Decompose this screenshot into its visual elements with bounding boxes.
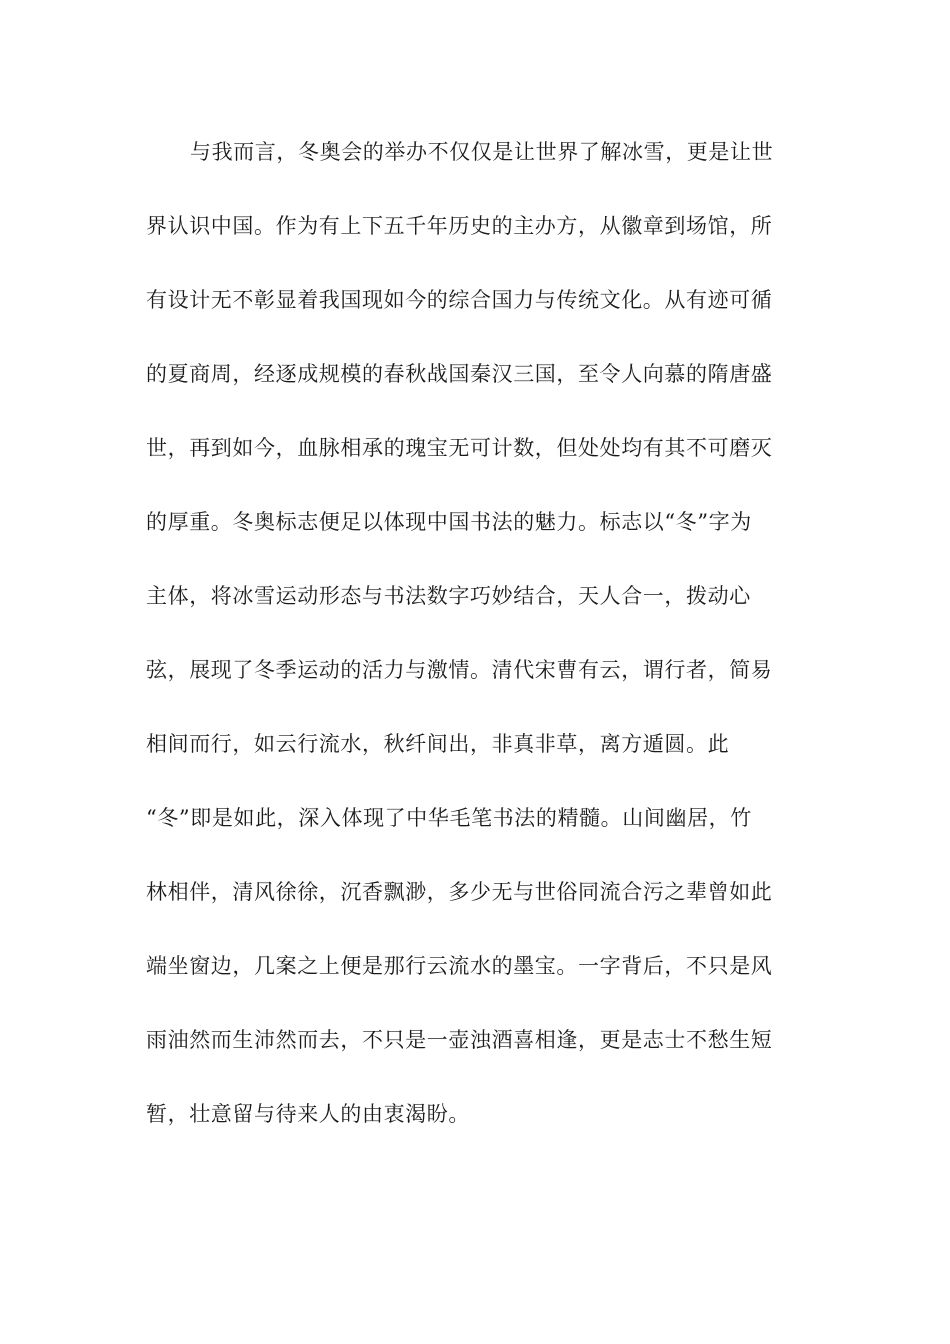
paragraph-line: 世，再到如今，血脉相承的瑰宝无可计数，但处处均有其不可磨灭 <box>146 436 773 460</box>
paragraph-line: 界认识中国。作为有上下五千年历史的主办方，从徽章到场馆，所 <box>146 214 773 238</box>
paragraph-line: 雨油然而生沛然而去，不只是一壶浊酒喜相逢，更是志士不愁生短 <box>146 1028 773 1052</box>
paragraph-line: 与我而言，冬奥会的举办不仅仅是让世界了解冰雪，更是让世 <box>190 140 774 164</box>
paragraph-line: 端坐窗边，几案之上便是那行云流水的墨宝。一字背后，不只是风 <box>146 954 773 978</box>
paragraph-line: 弦，展现了冬季运动的活力与激情。清代宋曹有云，谓行者，简易 <box>146 658 773 682</box>
paragraph-line: “冬”即是如此，深入体现了中华毛笔书法的精髓。山间幽居，竹 <box>146 806 752 830</box>
paragraph-line: 林相伴，清风徐徐，沉香飘渺，多少无与世俗同流合污之辈曾如此 <box>146 880 773 904</box>
paragraph-line: 相间而行，如云行流水，秋纤间出，非真非草，离方遁圆。此 <box>146 732 730 756</box>
paragraph-line: 的夏商周，经逐成规模的春秋战国秦汉三国，至令人向慕的隋唐盛 <box>146 362 773 386</box>
paragraph-line: 有设计无不彰显着我国现如今的综合国力与传统文化。从有迹可循 <box>146 288 773 312</box>
paragraph-line: 主体，将冰雪运动形态与书法数字巧妙结合，天人合一，拨动心 <box>146 584 751 608</box>
paragraph-line: 的厚重。冬奥标志便足以体现中国书法的魅力。标志以“冬”字为 <box>146 510 752 534</box>
paragraph-line: 暂，壮意留与待来人的由衷渴盼。 <box>146 1102 470 1126</box>
